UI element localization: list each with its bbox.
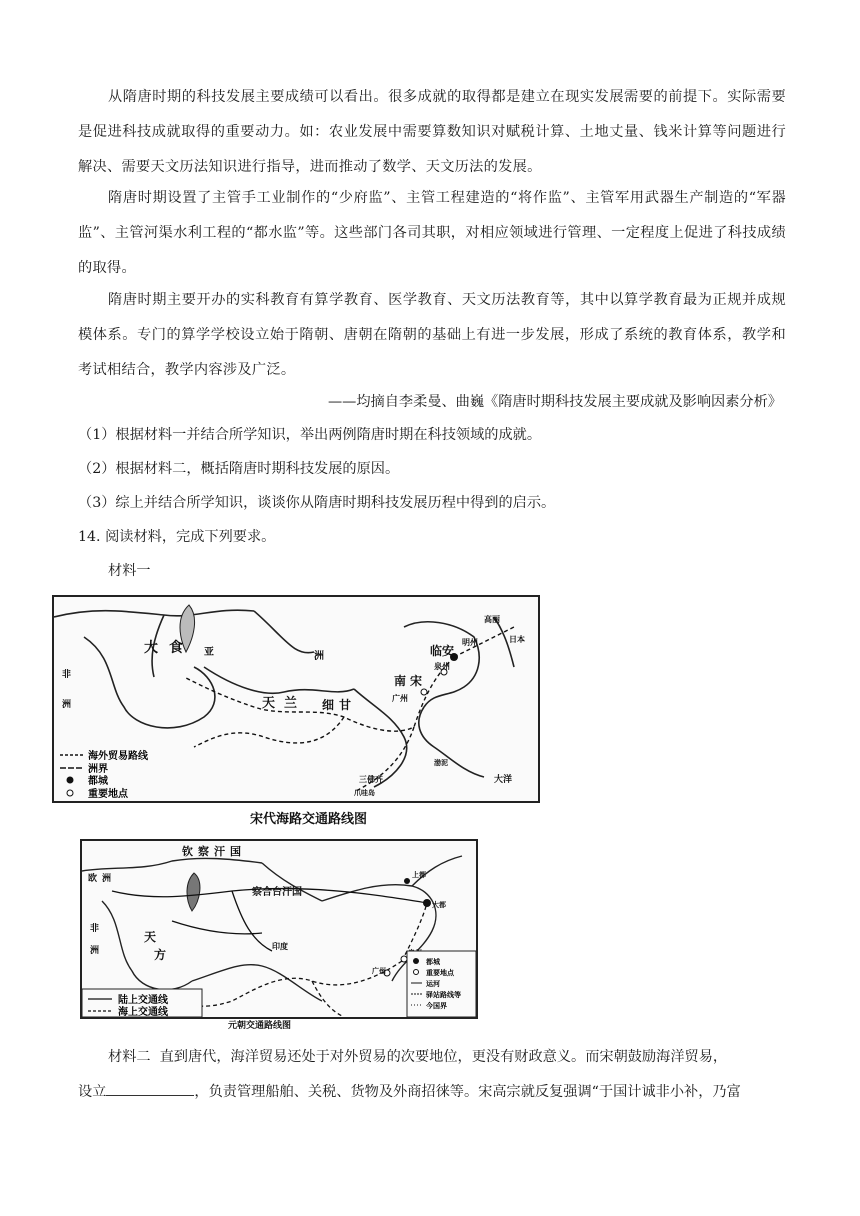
label-boni: 渤泥	[434, 759, 448, 767]
label-xi: 细	[322, 698, 335, 712]
legend-important-place: 重要地点	[88, 789, 128, 800]
label-tian: 天	[262, 696, 276, 711]
song-map-caption: 宋代海路交通路线图	[250, 812, 368, 827]
label-nan: 南	[394, 674, 407, 688]
paragraph-3: 隋唐时期主要开办的实科教育有算学教育、医学教育、天文历法教育等，其中以算学教育最为正规并成规模体系。专门的算学学校设立始于隋朝、唐朝在隋朝的基础上有进一步发展，形成了系统的教育体系，教学和考试相结合，教学内容涉及广泛。	[78, 292, 786, 378]
label-gan: 甘	[339, 698, 352, 712]
label-ou-zhou: 洲	[102, 874, 112, 884]
material-2-text-2b: ，负责管理船舶、关税、货物及外商招徕等。宋高宗就反复强调“于国计诚非小补，乃富	[194, 1084, 741, 1100]
yuan-map-drawing	[82, 841, 476, 1017]
material-2-label: 材料二	[108, 1049, 151, 1065]
song-map-drawing	[54, 597, 538, 801]
song-maritime-map	[52, 595, 540, 803]
label-song: 宋	[410, 674, 423, 688]
legend-trade-route: 海外贸易路线	[88, 751, 148, 762]
label-dayang: 大洋	[494, 775, 513, 785]
label-fang: 方	[154, 948, 167, 962]
label-han: 汗	[214, 845, 225, 858]
label-chagatai: 察合台汗国	[252, 887, 302, 898]
label-fei2: 非	[90, 924, 100, 934]
label-dadu: 大都	[432, 901, 446, 909]
label-shangdu: 上都	[412, 871, 426, 879]
source-citation: ——均摘自李柔曼、曲巍《隋唐时期科技发展主要成就及影响因素分析》	[327, 394, 782, 410]
paragraph-1: 从隋唐时期的科技发展主要成绩可以看出。很多成就的取得都是建立在现实发展需要的前提下。实际需要是促进科技成就取得的重要动力。如：农业发展中需要算数知识对赋税计算、土地丈量、钱米计算等问题进行解决、需要天文历法知识进行指导，进而推动了数学、天文历法的发展。	[78, 89, 786, 175]
yuan-map-caption: 元朝交通路线图	[228, 1021, 292, 1031]
label-mingzhou: 明州	[462, 638, 478, 647]
legend-land-route: 陆上交通线	[118, 995, 168, 1006]
label-qin: 钦	[182, 845, 193, 858]
legend-sea-route: 海上交通线	[118, 1007, 168, 1017]
yuan-routes-map	[80, 839, 478, 1019]
material-2-line-1	[108, 1040, 727, 1075]
label-lan: 兰	[284, 696, 298, 711]
material-1-label: 材料一	[108, 563, 151, 579]
label-guangzhou2: 广州	[372, 967, 386, 975]
label-fei-zhou: 洲	[62, 700, 72, 710]
label-dashi: 大	[144, 640, 158, 656]
label-shi: 食	[169, 640, 183, 656]
label-tian: 天	[144, 930, 157, 944]
label-riben: 日本	[509, 635, 525, 644]
label-fei2-zhou: 洲	[90, 946, 100, 956]
legend-relay: 驿站路线等	[426, 991, 461, 999]
material-2-line-2	[78, 1075, 741, 1110]
label-india: 印度	[272, 942, 288, 951]
label-zhou: 洲	[314, 651, 324, 662]
legend-continent-border: 洲界	[88, 764, 108, 775]
legend-yuan-place: 重要地点	[426, 969, 454, 977]
label-fei: 非	[62, 670, 72, 680]
question-3: （3）综上并结合所学知识，谈谈你从隋唐时期科技发展历程中得到的启示。	[78, 495, 556, 511]
label-sanfoqi: 三佛齐	[359, 775, 383, 784]
label-guo: 国	[230, 845, 241, 858]
legend-capital: 都城	[88, 776, 108, 787]
label-linan: 临安	[430, 644, 455, 658]
legend-yuan-capital: 都城	[426, 958, 440, 966]
material-2-text-1: 直到唐代，海洋贸易还处于对外贸易的次要地位，更没有财政意义。而宋朝鼓励海洋贸易，	[159, 1049, 728, 1065]
legend-canal: 运河	[426, 980, 440, 988]
label-cha: 察	[198, 845, 209, 858]
question-1: （1）根据材料一并结合所学知识，举出两例隋唐时期在科技领域的成就。	[78, 427, 542, 443]
label-ya: 亚	[204, 647, 214, 658]
label-zhaowa: 爪哇岛	[354, 789, 375, 797]
paragraph-2: 隋唐时期设置了主管手工业制作的“少府监”、主管工程建造的“将作监”、主管军用武器生产制造的“军器监”、主管河渠水利工程的“都水监”等。这些部门各司其职，对相应领域进行管理、一定程度上促进了科技成绩的取得。	[78, 190, 786, 276]
fill-in-blank[interactable]	[106, 1079, 194, 1096]
question-14-title: 14. 阅读材料，完成下列要求。	[78, 529, 276, 545]
question-2: （2）根据材料二，概括隋唐时期科技发展的原因。	[78, 461, 400, 477]
legend-border: 今国界	[426, 1002, 447, 1010]
label-ou: 欧	[88, 874, 98, 884]
label-guangzhou: 广州	[392, 694, 408, 703]
label-gaoli: 高丽	[484, 615, 500, 624]
material-2-text-2a: 设立	[78, 1084, 107, 1100]
label-quanzhou: 泉州	[434, 662, 450, 671]
